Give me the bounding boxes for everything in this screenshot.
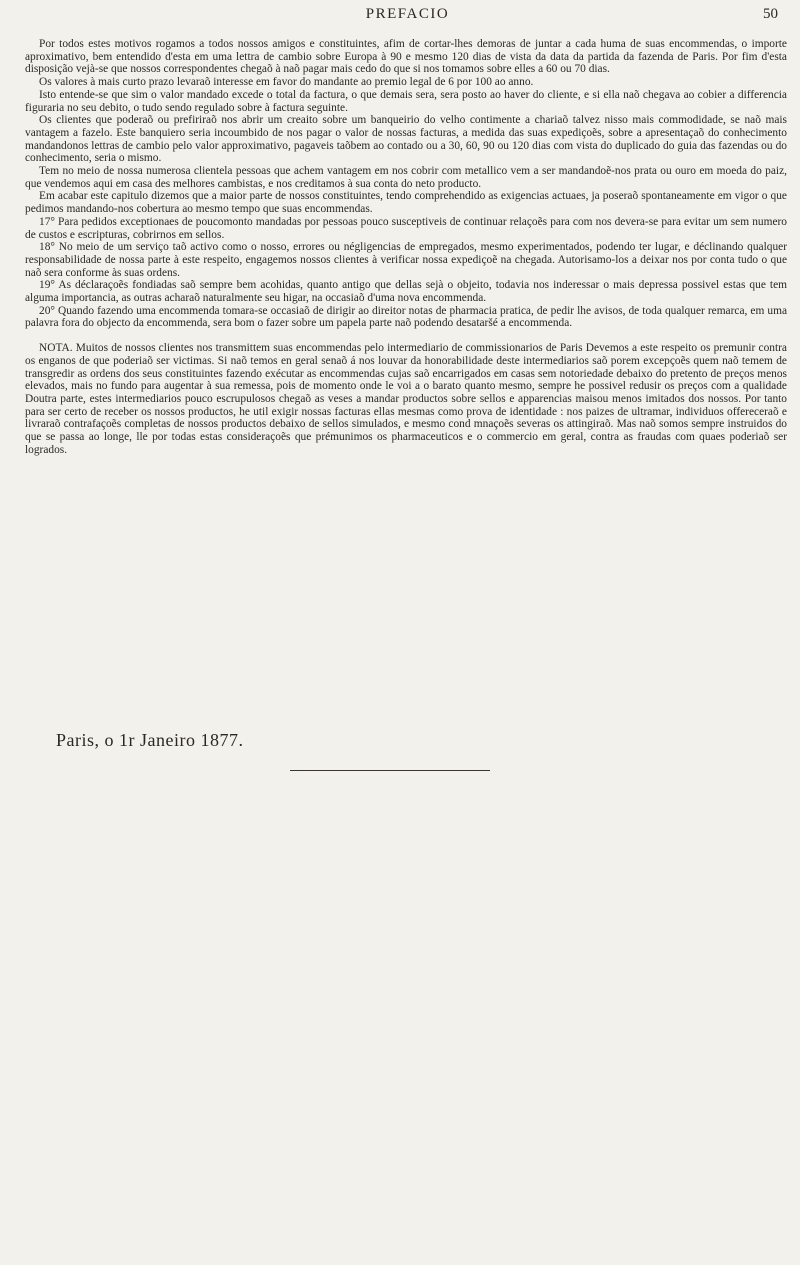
body-text	[25, 38, 787, 457]
paragraph: Tem no meio de nossa numerosa clientela pessoas que achem vantagem em nos cobrir com metallico vem a ser mandandoẽ-nos prata ou ouro em moeda do paiz, que vendemos aqui em casa des melhores cambistas, e nos creditamos à sua conta do neto producto.	[25, 165, 787, 190]
paragraph: Os valores à mais curto prazo levaraõ interesse em favor do mandante ao premio legal de 6 por 100 ao anno.	[39, 76, 534, 89]
note-text: Muitos de nossos clientes nos transmittem suas encommendas pelo intermediario de commissionarios de Paris Devemos a este respeito os premunir contra os enganos de que poderiaõ ser victimas. Si naõ temos en geral senaõ á nos louvar da honorabilidade deste intermediarios saõ porem excepçoẽs quem naõ temem de transgredir as ordens dos seus constituintes fazendo exécutar as encommendas cujas saõ encarrigados em casas sem notoriedade debaixo do pretento de preços menos elevados, mais no fundo para augentar à sua remessa, pois de momento onde le voi a o barato quanto mesmo, sempre he possivel redusir os preços com a qualidade Doutra parte, estes intermediarios pouco escrupulosos chegaõ as veses a mandar productos sobre sellos e apparencias maisou menos imitados dos nossos. Por tanto para ser certo de receber os nossos productos, he util exigir nossas facturas ellas mesmas como prova de identidade : nos paizes de ultramar, individuos offereceraõ e livraraõ contrafaçoẽs completas de nossos productos debaixo de sellos simulados, e mesmo cond mnaçoẽs severas os attingiraõ. Mas naõ somos sempre instruidos do que se passa ao longe, lle por todas estas consideraçoẽs que prémunimos os pharmaceuticos e o commercio em geral, contra as fraudas com quaes poderiaõ ser logrados.	[25, 342, 787, 456]
paragraph: 18° No meio de um serviço taõ activo como o nosso, errores ou négligencias de empregados, mesmo experimentados, podendo ter lugar, e déclinando qualquer responsabilidade de nossa parte à este respeito, engagemos nossos clientes à verificar nossa expediçoẽ na chegada. Autorisamo-los a deixar nos por conta tudo o que naõ sera conforme às suas ordens.	[25, 241, 787, 279]
paragraph: 20° Quando fazendo uma encommenda tomara-se occasiaõ de dirigir ao direitor notas de pharmacia pratica, de pedir lhe avisos, de toda qualquer remarca, em uma palavra fora do objecto da encommenda, sera bom o fazer sobre um papela parte naõ podendo desataršé a encommenda.	[25, 304, 787, 330]
paragraph: 17° Para pedidos exceptionaes de poucomonto mandadas por pessoas pouco susceptiveis de continuar relaçoẽs para com nos devera-se para evitar um sem numero de custos e escripturas, cobrirnos em sellos.	[25, 215, 787, 241]
note-paragraph	[25, 342, 787, 456]
running-title: PREFACIO	[365, 6, 450, 22]
divider-rule	[290, 770, 490, 771]
paragraph: Os clientes que poderaõ ou prefiriraõ nos abrir um creaito sobre um banqueirio do velho contimente a chariaõ talvez nisso mais commodidade, se naõ mais vantagem a fazelo. Este banquiero seria incoumbido de nos pagar o valor de nossas facturas, a medida das suas expediçoẽs, sobre a apresentaçaõ do conhecimento mandandonos lettras de cambio pelo valor approximativo, pagaveis taõbem ao contado ou a 30, 60, 90 ou 120 dias com vista do duplicado do guia das fazendas ou do conhecimento, seria o mismo.	[25, 114, 787, 165]
page-number: 50	[763, 6, 778, 22]
signoff-date-line: Paris, o 1r Janeiro 1877.	[56, 730, 244, 750]
page-header	[25, 6, 790, 28]
paragraph: Em acabar este capitulo dizemos que a maior parte de nossos constituintes, tendo comprehendido as exigencias actuaes, ja poseraõ spontaneamente em vigor o que pedimos mandando-nos cobertura ao mesmo tempo que suas encommendas.	[25, 190, 787, 216]
note-label: NOTA.	[39, 342, 73, 355]
paragraph: Por todos estes motivos rogamos a todos nossos amigos e constituintes, afim de cortar-lhes demoras de juntar a cada huma de suas encommendas, o importe aproximativo, bem entendido d'esta em uma lettra de cambio sobre Europa à 90 e mesmo 120 dias de vista da data da partida da fazenda de Paris. Por fim d'esta disposição vejà-se que nossos correspondentes chegaõ à naõ pagar mais cedo do que si nos tomamos sobre elles a 60 ou 70 dias.	[25, 38, 787, 76]
paragraph: 19° As déclaraçoẽs fondiadas saõ sempre bem acohidas, quanto antigo que dellas sejà o objeito, todavia nos inderessar o mais depressa possivel estas que tem alguma importancia, as outras acharaõ naturalmente seu higar, na occasiaõ d'uma nova encommenda.	[25, 279, 787, 305]
paragraph: Isto entende-se que sim o valor mandado excede o total da factura, o que demais sera, sera posto ao haver do cliente, e si ella naõ chegava ao cobier a differencia figuraria no seu debito, o tudo sendo regulado sobre à factura seguinte.	[25, 88, 787, 114]
